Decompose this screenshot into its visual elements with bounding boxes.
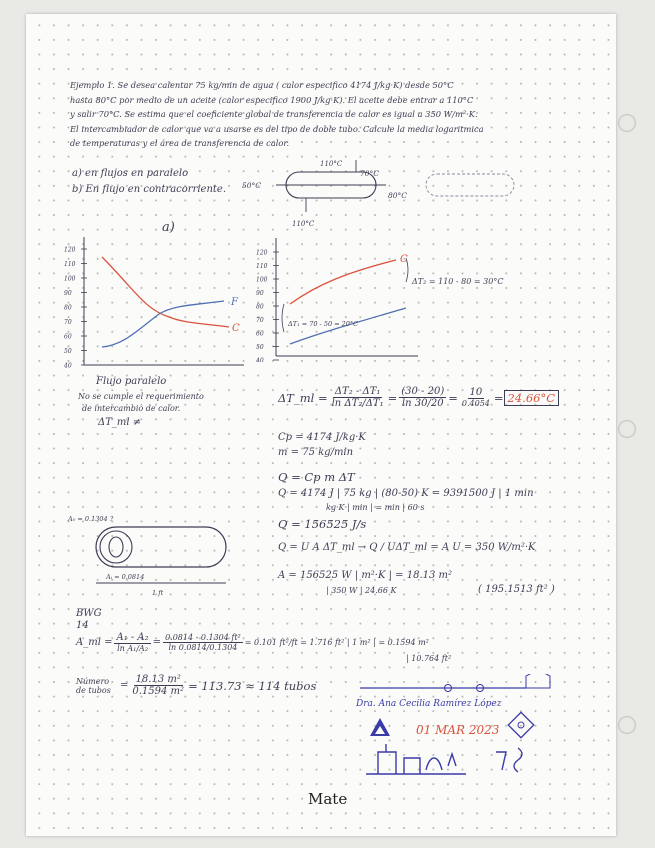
tubes-result: = 113.73 ≈ 114 tubos	[188, 678, 317, 693]
signature-scribble-icon	[366, 744, 522, 774]
parallel-flow-graph	[44, 219, 249, 369]
notebook-page	[26, 14, 616, 836]
curve-c-label: C	[400, 254, 408, 265]
binder-hole	[618, 420, 636, 438]
second-pipe	[426, 174, 514, 196]
y-tick-label: 40	[64, 362, 72, 369]
graph-caption: Flujo paralelo	[96, 376, 167, 387]
heat-line-2-den: kg·K | min | = min | 60 s	[326, 503, 425, 512]
heat-eq: Q = Cp m ΔT	[278, 470, 355, 484]
stamp-name: Dra. Ana Cecilia Ramírez López	[356, 699, 502, 709]
curve-c-label: C	[232, 323, 240, 334]
problem-line: de temperaturas y el área de transferencia de calor.	[70, 138, 290, 148]
problem-line: y salir 70°C. Se estima que el coeficiente global de transferencia de calor es igual a 350 W/m²·K.	[70, 109, 478, 119]
y-tick-label: 50	[64, 348, 72, 355]
hot-curve	[102, 257, 229, 327]
stamp-date: 01 MAR 2023	[416, 723, 500, 737]
y-tick-label: 90	[256, 290, 264, 297]
binder-hole	[618, 716, 636, 734]
cp-given: Cp = 4174 J/kg·K	[278, 432, 366, 443]
lmtd-equation: ΔT_ml = $\frac{\text{ΔT₂ - ΔT₁}}{\text{ln ΔT₂/ΔT₁}}$ = $\frac{(30 - 20)}{\ln 30/20}$ = $\frac{10}{0.4054}$ = 24.66°C	[278, 386, 559, 409]
aml-frac-2: $\frac{\text{0.0814 - 0.1304 ft²}}{\ln 0.0814/0.1304}$	[165, 633, 241, 652]
aml-equation: A_ml = $\frac{\text{A₁ - A₂}}{\text{ln A₁/A₂}}$ = $\frac{\text{0.0814 - 0.1304 ft²}}{\ln 0.0814/0.1304}$ = 0.101 ft²/ft = 1.716 ft² | 1 m² | = 0.1594 m²	[76, 632, 429, 653]
brand-logo: Mate	[308, 790, 348, 808]
question-b: b) En flujo en contracorriente.	[72, 184, 227, 195]
lmtd-result: 24.66°C	[504, 390, 559, 406]
top-right-label: 70°C	[360, 169, 380, 178]
lmtd-frac-3: $\frac{10}{0.4054}$	[461, 387, 490, 408]
tubes-lhs: Número de tubos	[76, 676, 111, 695]
tubes-equation: Número de tubos = $\frac{\text{18.13 m²}}{\text{0.1594 m²}}$ = 113.73 ≈ 114 tubos	[76, 674, 317, 697]
y-tick-label: 50	[256, 344, 264, 351]
exchanger-sketch	[236, 154, 536, 234]
y-tick-label: 70	[256, 317, 264, 324]
official-stamp	[356, 674, 566, 784]
diamond-seal-icon	[508, 712, 533, 737]
question-a: a) en flujos en paralelo	[72, 168, 189, 179]
area-ft: ( 195.1513 ft² )	[478, 584, 555, 595]
aml-rest: = 0.101 ft²/ft = 1.716 ft² | 1 m² | = 0.1594 m²	[244, 638, 429, 647]
y-tick-label: 60	[256, 330, 264, 338]
y-tick-label: 120	[64, 246, 76, 254]
graph-label: a)	[162, 220, 175, 235]
y-tick-label: 110	[256, 263, 268, 270]
length-label: 1 ft	[152, 589, 164, 597]
delta-t2: ΔT₂ = 110 - 80 = 30°C	[412, 277, 504, 286]
y-tick-label: 120	[256, 249, 268, 257]
ao-label: A₀ = 0.1304 ?	[68, 515, 114, 523]
note-1: No se cumple el requerimiento	[78, 392, 204, 401]
problem-statement	[70, 78, 590, 151]
lmtd-frac-2: $\frac{(30 - 20)}{\ln 30/20}$	[401, 386, 445, 409]
y-tick-label: 80	[256, 303, 264, 311]
y-tick-label: 100	[256, 276, 268, 284]
y-tick-label: 40	[256, 357, 264, 362]
inlet-label: 50°C	[242, 181, 262, 190]
y-ticks	[255, 250, 279, 363]
heat-line-3: Q = 156525 J/s	[278, 517, 367, 531]
recycle-icon	[370, 718, 390, 736]
tubes-frac: $\frac{\text{18.13 m²}}{\text{0.1594 m²}}$	[132, 674, 185, 697]
heat-line-2: Q = 4174 J | 75 kg | (80-50) K = 9391500 J | 1 min	[278, 488, 534, 499]
delta-t1: ΔT₁ = 70 - 50 = 20°C	[288, 320, 359, 328]
bwg-label: BWG	[76, 608, 102, 619]
bottom-label: 110°C	[292, 220, 315, 228]
aml-lhs: A_ml =	[76, 637, 113, 648]
pipe-body	[96, 527, 226, 567]
y-tick-label: 60	[64, 333, 72, 341]
y-tick-label: 100	[64, 275, 76, 283]
problem-line: hasta 80°C por medio de un aceite (calor especifico 1900 J/kg·K). El aceite debe entrar a 110°C	[70, 94, 474, 105]
lmtd-lhs: ΔT_ml =	[278, 390, 328, 405]
y-tick-label: 90	[64, 290, 72, 297]
problem-line: Ejemplo 1. Se desea calentar 75 kg/min de agua ( calor especifico 4174 J/kg·K) desde 50°C	[70, 80, 454, 90]
outlet-label: 80°C	[388, 191, 408, 200]
y-tick-label: 110	[64, 261, 76, 268]
y-ticks	[63, 247, 87, 370]
pipe-sketch	[66, 509, 236, 599]
area-line: A = 156525 W | m²·K | = 18.13 m²	[278, 570, 453, 581]
heat-line-4: Q = U A ΔT_ml → Q / UΔT_ml = A U = 350 W/m²·K	[278, 542, 536, 553]
counterflow-graph	[238, 232, 538, 362]
top-label: 110°C	[320, 160, 343, 168]
y-tick-label: 70	[64, 319, 72, 326]
pipe-end	[100, 531, 132, 563]
y-tick-label: 80	[64, 304, 72, 312]
curve-f-label: F	[231, 297, 238, 308]
note-3: ΔT_ml ≠	[98, 417, 142, 428]
m-given: m = 75 kg/min	[278, 447, 354, 458]
aml-frac-1: $\frac{\text{A₁ - A₂}}{\text{ln A₁/A₂}}$	[116, 632, 149, 653]
ai-label: Aᵢ = 0.0814	[106, 573, 145, 581]
area-line-den: | 350 W | 24.66 K	[326, 586, 397, 595]
lmtd-frac-1: $\frac{\text{ΔT₂ - ΔT₁}}{\text{ln ΔT₂/ΔT₁}}$	[331, 386, 384, 409]
binder-hole	[618, 114, 636, 132]
problem-line: El intercambiador de calor que va a usarse es del tipo de doble tubo. Calcule la media logaritmica	[70, 123, 484, 134]
aml-rest-den: | 10.764 ft²	[406, 654, 452, 663]
note-2: de intercambio de calor.	[82, 404, 181, 413]
hot-curve	[290, 260, 396, 304]
bwg-number: 14	[76, 620, 89, 631]
